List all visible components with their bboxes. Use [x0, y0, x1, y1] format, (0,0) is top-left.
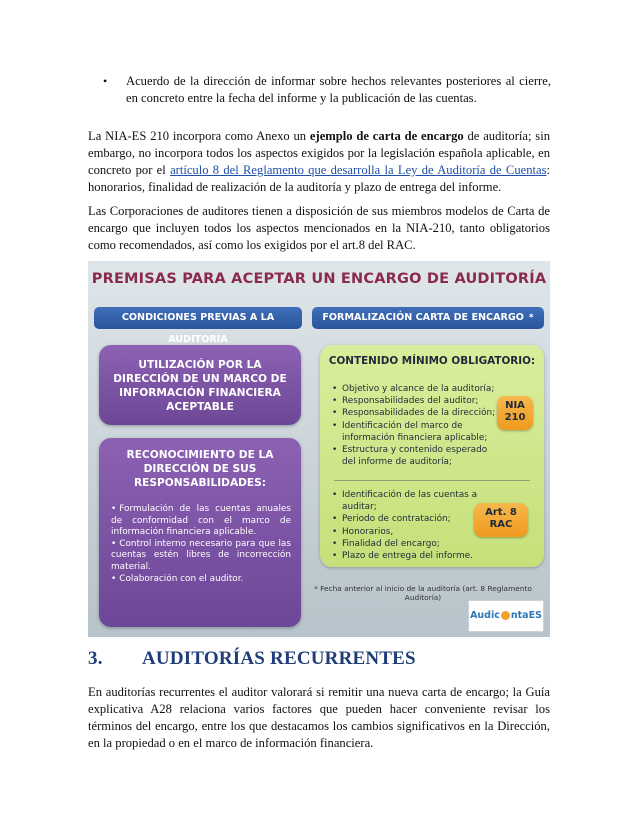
para1-text-3: : honorarios, finalidad de realización de la auditoría y plazo de entrega del informe.	[88, 163, 550, 194]
list-item: • Estructura y contenido esperado del informe de auditoría;	[332, 444, 497, 468]
list-item: • Periodo de contratación;	[332, 513, 497, 525]
section-number: 3.	[88, 648, 103, 669]
para1-bold: ejemplo de carta de encargo	[309, 129, 464, 143]
logo-text-a: Audic	[470, 610, 500, 621]
list-item: • Plazo de entrega del informe.	[332, 550, 497, 562]
list-item: • Finalidad del encargo;	[332, 538, 497, 550]
para1-text-2: de auditoría; sin embargo, no incorpora todos los aspectos exigidos por la legislación española aplicable, en concreto por el	[88, 129, 550, 177]
list-item: • Colaboración con el auditor.	[111, 574, 291, 586]
nia-badge-line1: NIA	[505, 400, 525, 411]
bullet-text: Acuerdo de la dirección de informar sobre hechos relevantes posteriores al cierre, en concreto entre la fecha del informe y la publicación de las cuentas.	[126, 74, 551, 105]
auditconta-logo	[468, 600, 544, 632]
infographic-footnote: * Fecha anterior al inicio de la auditoría (art. 8 Reglamento Auditoría)	[314, 584, 532, 602]
section-heading	[88, 648, 558, 670]
reconocimiento-list	[99, 504, 301, 585]
nia-210-badge	[497, 396, 533, 430]
rac-badge-line1: Art. 8	[485, 507, 517, 518]
marco-informacion-box	[99, 345, 301, 425]
formalizacion-header-bar	[312, 307, 544, 329]
premisas-infographic	[88, 261, 550, 637]
logo-circle-icon	[501, 611, 510, 620]
list-item: • Objetivo y alcance de la auditoría;	[332, 383, 497, 395]
rac-badge-line2: RAC	[489, 519, 513, 530]
section-title: AUDITORÍAS RECURRENTES	[142, 648, 416, 669]
list-item: • Responsabilidades de la dirección;	[332, 407, 497, 419]
bullet-dot-icon: •	[103, 74, 108, 88]
list-item: • Identificación de las cuentas a auditar;	[332, 489, 497, 513]
marco-informacion-title: UTILIZACIÓN POR LA DIRECCIÓN DE UN MARCO DE INFORMACIÓN FINANCIERA ACEPTABLE	[113, 359, 287, 413]
art8-rac-badge	[474, 503, 528, 537]
condiciones-header-bar: CONDICIONES PREVIAS A LA AUDITORÍA	[94, 307, 302, 329]
paragraph-corporaciones: Las Corporaciones de auditores tienen a disposición de sus miembros modelos de Carta de encargo que incluyen todos los aspectos mencionados en la NIA-210, tanto obligatorios como recomendados, así como los exigidos por el art.8 del RAC.	[88, 204, 550, 252]
formalizacion-header-text: FORMALIZACIÓN CARTA DE ENCARGO	[322, 312, 524, 323]
section-divider	[334, 480, 530, 481]
asterisk-mark: *	[528, 313, 534, 323]
list-item: • Honorarios,	[332, 526, 497, 538]
list-item: • Responsabilidades del auditor;	[332, 395, 497, 407]
list-item: • Control interno necesario para que las cuentas estén libres de incorrección material.	[111, 539, 291, 574]
reconocimiento-box	[99, 438, 301, 627]
paragraph-nia-es-210	[88, 128, 550, 196]
para1-text-1: La NIA-ES 210 incorpora como Anexo un	[88, 129, 310, 143]
nia-badge-line2: 210	[504, 412, 526, 423]
contenido-list-nia	[332, 383, 497, 468]
bullet-item	[103, 73, 551, 107]
contenido-list-rac	[332, 489, 497, 562]
reglamento-link[interactable]: artículo 8 del Reglamento que desarrolla la Ley de Auditoría de Cuentas	[170, 163, 547, 177]
contenido-minimo-title: CONTENIDO MÍNIMO OBLIGATORIO:	[328, 355, 536, 367]
reconocimiento-title: RECONOCIMIENTO DE LA DIRECCIÓN DE SUS RESPONSABILIDADES:	[126, 449, 274, 489]
list-item: • Identificación del marco de información financiera aplicable;	[332, 420, 497, 444]
paragraph-auditorias-recurrentes: En auditorías recurrentes el auditor valorará si remitir una nueva carta de encargo; la Guía explicativa A28 relaciona varios factores que pueden hacer conveniente revisar los términos del encargo, entre los que destacamos los cambios significativos en la Dirección, en la propiedad o en el marco de información financiera.	[88, 685, 550, 750]
infographic-title: PREMISAS PARA ACEPTAR UN ENCARGO DE AUDITORÍA	[91, 271, 547, 287]
list-item: • Formulación de las cuentas anuales de conformidad con el marco de información financiera aplicable.	[111, 504, 291, 539]
logo-text-b: ntaES	[510, 610, 542, 621]
